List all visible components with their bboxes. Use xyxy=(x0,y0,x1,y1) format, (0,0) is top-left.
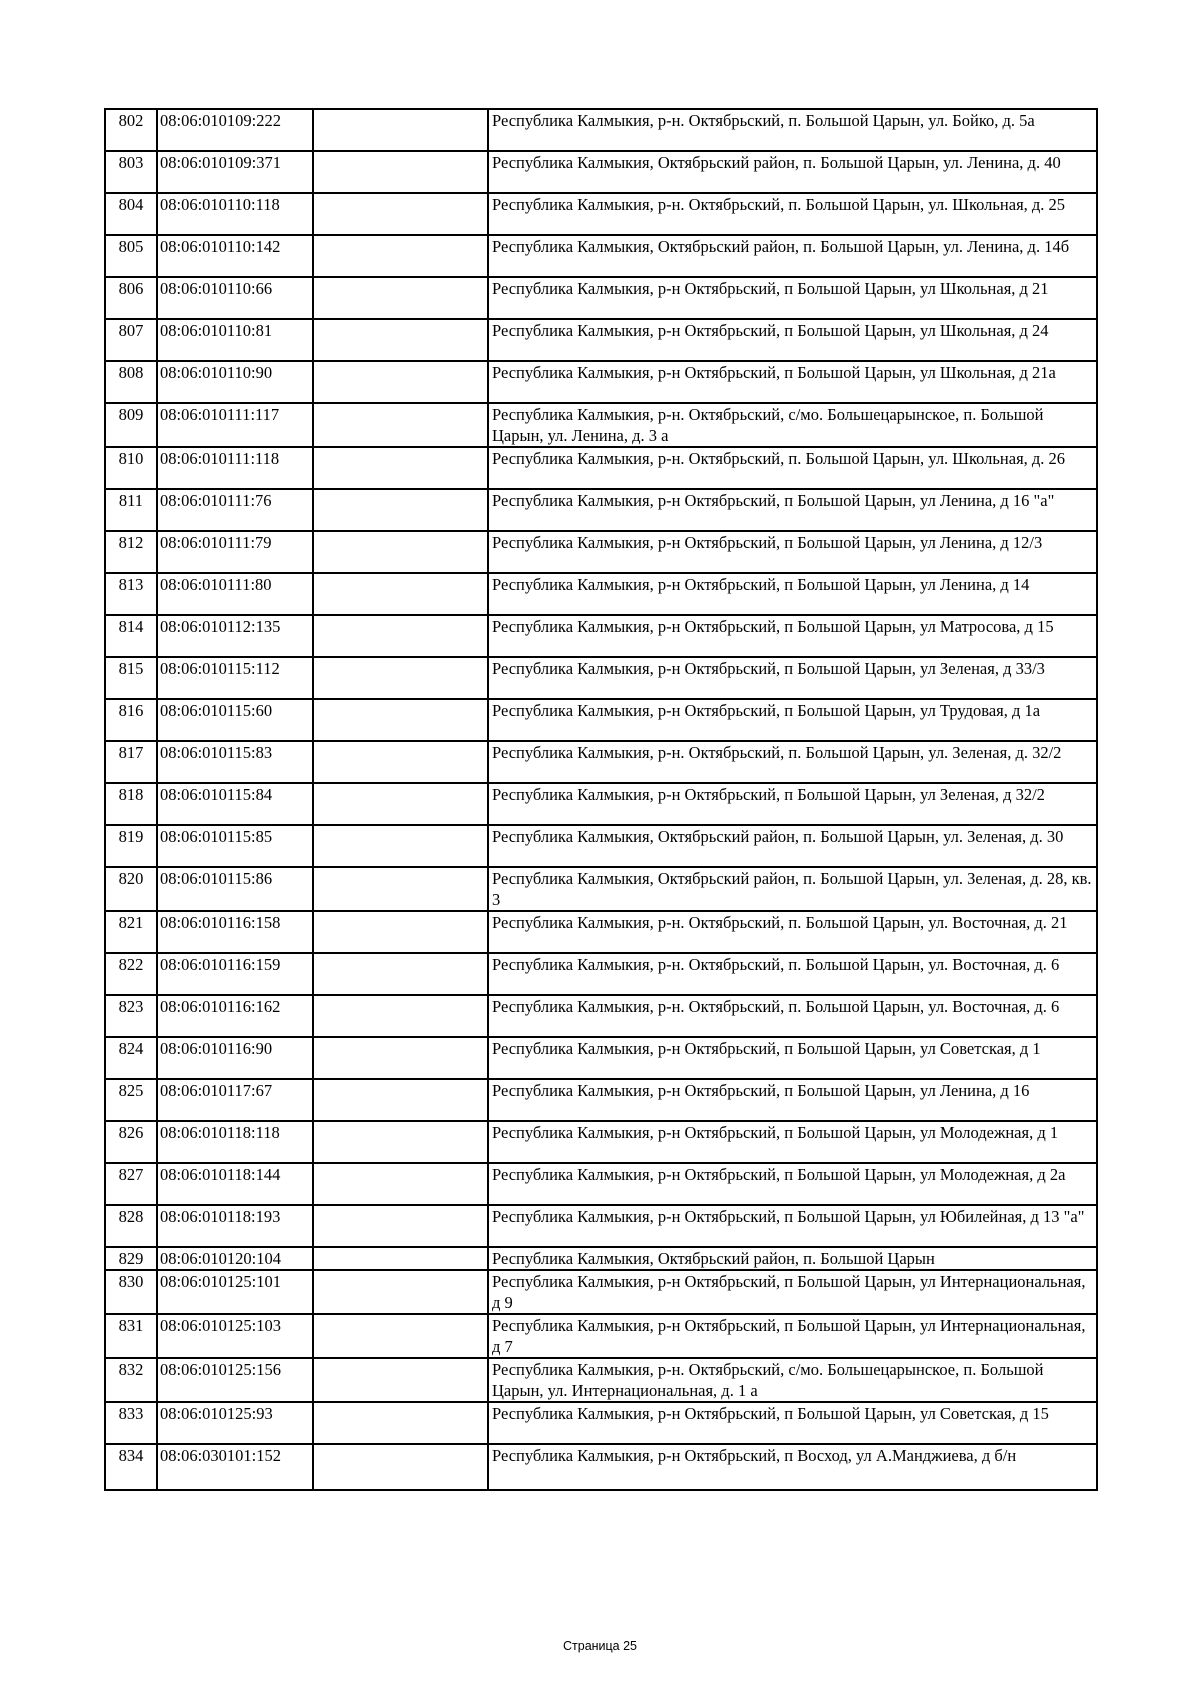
address-cell: Республика Калмыкия, Октябрьский район, п. Большой Царын, ул. Зеленая, д. 28, кв. 3 xyxy=(488,867,1097,911)
address-cell: Республика Калмыкия, р-н. Октябрьский, п. Большой Царын, ул. Восточная, д. 6 xyxy=(488,953,1097,995)
cadastral-number: 08:06:010110:81 xyxy=(157,319,313,361)
table-row xyxy=(105,277,1097,319)
address-cell: Республика Калмыкия, р-н Октябрьский, п Большой Царын, ул Ленина, д 14 xyxy=(488,573,1097,615)
table-row xyxy=(105,1121,1097,1163)
page-number: Страница 25 xyxy=(562,1639,638,1653)
table-row xyxy=(105,911,1097,953)
row-number: 817 xyxy=(105,741,157,783)
cadastral-number: 08:06:010125:103 xyxy=(157,1314,313,1358)
row-number: 813 xyxy=(105,573,157,615)
row-number: 823 xyxy=(105,995,157,1037)
table-row xyxy=(105,1314,1097,1358)
cadastral-number: 08:06:010116:162 xyxy=(157,995,313,1037)
row-number: 828 xyxy=(105,1205,157,1247)
table-row xyxy=(105,825,1097,867)
table-row xyxy=(105,615,1097,657)
cadastral-number: 08:06:010115:112 xyxy=(157,657,313,699)
table-row xyxy=(105,1247,1097,1270)
cadastral-number: 08:06:010111:118 xyxy=(157,447,313,489)
empty-cell xyxy=(313,1314,488,1358)
table-row xyxy=(105,151,1097,193)
row-number: 834 xyxy=(105,1444,157,1490)
empty-cell xyxy=(313,319,488,361)
row-number: 818 xyxy=(105,783,157,825)
address-cell: Республика Калмыкия, р-н Октябрьский, п Большой Царын, ул Ленина, д 16 xyxy=(488,1079,1097,1121)
empty-cell xyxy=(313,825,488,867)
empty-cell xyxy=(313,1121,488,1163)
cadastral-number: 08:06:010117:67 xyxy=(157,1079,313,1121)
table-row xyxy=(105,319,1097,361)
empty-cell xyxy=(313,699,488,741)
table-row xyxy=(105,1037,1097,1079)
cadastral-number: 08:06:010115:85 xyxy=(157,825,313,867)
address-cell: Республика Калмыкия, р-н Октябрьский, п Большой Царын, ул Советская, д 15 xyxy=(488,1402,1097,1444)
empty-cell xyxy=(313,615,488,657)
table-row xyxy=(105,1402,1097,1444)
empty-cell xyxy=(313,1205,488,1247)
empty-cell xyxy=(313,911,488,953)
table-row xyxy=(105,995,1097,1037)
row-number: 829 xyxy=(105,1247,157,1270)
address-cell: Республика Калмыкия, Октябрьский район, п. Большой Царын xyxy=(488,1247,1097,1270)
cadastral-number: 08:06:010110:90 xyxy=(157,361,313,403)
empty-cell xyxy=(313,531,488,573)
row-number: 822 xyxy=(105,953,157,995)
row-number: 804 xyxy=(105,193,157,235)
empty-cell xyxy=(313,867,488,911)
cadastral-number: 08:06:010120:104 xyxy=(157,1247,313,1270)
address-cell: Республика Калмыкия, р-н Октябрьский, п Большой Царын, ул Ленина, д 12/3 xyxy=(488,531,1097,573)
row-number: 832 xyxy=(105,1358,157,1402)
empty-cell xyxy=(313,489,488,531)
row-number: 811 xyxy=(105,489,157,531)
address-cell: Республика Калмыкия, р-н. Октябрьский, с/мо. Большецарынское, п. Большой Царын, ул. Интернациональная, д. 1 а xyxy=(488,1358,1097,1402)
cadastral-number: 08:06:010118:118 xyxy=(157,1121,313,1163)
address-cell: Республика Калмыкия, р-н Октябрьский, п Большой Царын, ул Молодежная, д 1 xyxy=(488,1121,1097,1163)
property-table-body xyxy=(105,109,1097,1490)
cadastral-number: 08:06:010116:159 xyxy=(157,953,313,995)
cadastral-number: 08:06:010110:118 xyxy=(157,193,313,235)
cadastral-number: 08:06:010115:84 xyxy=(157,783,313,825)
table-row xyxy=(105,531,1097,573)
row-number: 815 xyxy=(105,657,157,699)
row-number: 808 xyxy=(105,361,157,403)
empty-cell xyxy=(313,277,488,319)
cadastral-number: 08:06:010111:79 xyxy=(157,531,313,573)
table-row xyxy=(105,193,1097,235)
address-cell: Республика Калмыкия, р-н Октябрьский, п Большой Царын, ул Молодежная, д 2а xyxy=(488,1163,1097,1205)
row-number: 821 xyxy=(105,911,157,953)
cadastral-number: 08:06:010112:135 xyxy=(157,615,313,657)
empty-cell xyxy=(313,361,488,403)
address-cell: Республика Калмыкия, Октябрьский район, п. Большой Царын, ул. Зеленая, д. 30 xyxy=(488,825,1097,867)
table-row xyxy=(105,1079,1097,1121)
table-row xyxy=(105,741,1097,783)
row-number: 824 xyxy=(105,1037,157,1079)
address-cell: Республика Калмыкия, р-н. Октябрьский, п. Большой Царын, ул. Зеленая, д. 32/2 xyxy=(488,741,1097,783)
cadastral-number: 08:06:010115:86 xyxy=(157,867,313,911)
cadastral-number: 08:06:010111:117 xyxy=(157,403,313,447)
cadastral-number: 08:06:010110:142 xyxy=(157,235,313,277)
cadastral-number: 08:06:010118:144 xyxy=(157,1163,313,1205)
empty-cell xyxy=(313,447,488,489)
table-row xyxy=(105,1270,1097,1314)
property-table xyxy=(104,108,1098,1491)
row-number: 803 xyxy=(105,151,157,193)
empty-cell xyxy=(313,953,488,995)
cadastral-number: 08:06:010116:90 xyxy=(157,1037,313,1079)
empty-cell xyxy=(313,741,488,783)
empty-cell xyxy=(313,1444,488,1490)
table-row xyxy=(105,1205,1097,1247)
empty-cell xyxy=(313,1079,488,1121)
row-number: 830 xyxy=(105,1270,157,1314)
table-row xyxy=(105,867,1097,911)
empty-cell xyxy=(313,109,488,151)
empty-cell xyxy=(313,403,488,447)
empty-cell xyxy=(313,1402,488,1444)
empty-cell xyxy=(313,995,488,1037)
table-row xyxy=(105,699,1097,741)
address-cell: Республика Калмыкия, р-н Октябрьский, п Большой Царын, ул Трудовая, д 1а xyxy=(488,699,1097,741)
row-number: 816 xyxy=(105,699,157,741)
empty-cell xyxy=(313,1358,488,1402)
cadastral-number: 08:06:030101:152 xyxy=(157,1444,313,1490)
table-row xyxy=(105,783,1097,825)
table-row xyxy=(105,361,1097,403)
empty-cell xyxy=(313,573,488,615)
empty-cell xyxy=(313,193,488,235)
row-number: 805 xyxy=(105,235,157,277)
address-cell: Республика Калмыкия, р-н. Октябрьский, п. Большой Царын, ул. Школьная, д. 26 xyxy=(488,447,1097,489)
address-cell: Республика Калмыкия, р-н Октябрьский, п Большой Царын, ул Юбилейная, д 13 "а" xyxy=(488,1205,1097,1247)
cadastral-number: 08:06:010116:158 xyxy=(157,911,313,953)
address-cell: Республика Калмыкия, р-н Октябрьский, п Большой Царын, ул Интернациональная, д 9 xyxy=(488,1270,1097,1314)
address-cell: Республика Калмыкия, р-н Октябрьский, п Большой Царын, ул Школьная, д 24 xyxy=(488,319,1097,361)
table-row xyxy=(105,657,1097,699)
cadastral-number: 08:06:010110:66 xyxy=(157,277,313,319)
cadastral-number: 08:06:010125:101 xyxy=(157,1270,313,1314)
table-row xyxy=(105,1444,1097,1490)
address-cell: Республика Калмыкия, р-н. Октябрьский, п. Большой Царын, ул. Восточная, д. 21 xyxy=(488,911,1097,953)
table-row xyxy=(105,953,1097,995)
address-cell: Республика Калмыкия, р-н Октябрьский, п Большой Царын, ул Зеленая, д 32/2 xyxy=(488,783,1097,825)
empty-cell xyxy=(313,1270,488,1314)
table-row xyxy=(105,403,1097,447)
row-number: 812 xyxy=(105,531,157,573)
row-number: 806 xyxy=(105,277,157,319)
address-cell: Республика Калмыкия, р-н. Октябрьский, п. Большой Царын, ул. Школьная, д. 25 xyxy=(488,193,1097,235)
row-number: 802 xyxy=(105,109,157,151)
row-number: 833 xyxy=(105,1402,157,1444)
cadastral-number: 08:06:010109:371 xyxy=(157,151,313,193)
address-cell: Республика Калмыкия, р-н Октябрьский, п Большой Царын, ул Зеленая, д 33/3 xyxy=(488,657,1097,699)
table-row xyxy=(105,1163,1097,1205)
empty-cell xyxy=(313,1247,488,1270)
address-cell: Республика Калмыкия, р-н Октябрьский, п Большой Царын, ул Советская, д 1 xyxy=(488,1037,1097,1079)
row-number: 825 xyxy=(105,1079,157,1121)
cadastral-number: 08:06:010125:156 xyxy=(157,1358,313,1402)
address-cell: Республика Калмыкия, р-н Октябрьский, п Большой Царын, ул Школьная, д 21 xyxy=(488,277,1097,319)
cadastral-number: 08:06:010118:193 xyxy=(157,1205,313,1247)
table-row xyxy=(105,235,1097,277)
row-number: 807 xyxy=(105,319,157,361)
row-number: 831 xyxy=(105,1314,157,1358)
table-row xyxy=(105,109,1097,151)
row-number: 819 xyxy=(105,825,157,867)
address-cell: Республика Калмыкия, р-н Октябрьский, п Большой Царын, ул Интернациональная, д 7 xyxy=(488,1314,1097,1358)
table-row xyxy=(105,573,1097,615)
table-row xyxy=(105,489,1097,531)
row-number: 809 xyxy=(105,403,157,447)
empty-cell xyxy=(313,783,488,825)
empty-cell xyxy=(313,1037,488,1079)
cadastral-number: 08:06:010111:76 xyxy=(157,489,313,531)
row-number: 826 xyxy=(105,1121,157,1163)
address-cell: Республика Калмыкия, р-н. Октябрьский, с/мо. Большецарынское, п. Большой Царын, ул. Ленина, д. 3 а xyxy=(488,403,1097,447)
empty-cell xyxy=(313,235,488,277)
address-cell: Республика Калмыкия, р-н. Октябрьский, п. Большой Царын, ул. Бойко, д. 5а xyxy=(488,109,1097,151)
row-number: 814 xyxy=(105,615,157,657)
address-cell: Республика Калмыкия, р-н Октябрьский, п Большой Царын, ул Школьная, д 21а xyxy=(488,361,1097,403)
row-number: 820 xyxy=(105,867,157,911)
table-row xyxy=(105,447,1097,489)
empty-cell xyxy=(313,151,488,193)
row-number: 810 xyxy=(105,447,157,489)
empty-cell xyxy=(313,657,488,699)
row-number: 827 xyxy=(105,1163,157,1205)
address-cell: Республика Калмыкия, р-н Октябрьский, п Восход, ул А.Манджиева, д б/н xyxy=(488,1444,1097,1490)
address-cell: Республика Калмыкия, Октябрьский район, п. Большой Царын, ул. Ленина, д. 14б xyxy=(488,235,1097,277)
table-row xyxy=(105,1358,1097,1402)
address-cell: Республика Калмыкия, Октябрьский район, п. Большой Царын, ул. Ленина, д. 40 xyxy=(488,151,1097,193)
cadastral-number: 08:06:010125:93 xyxy=(157,1402,313,1444)
cadastral-number: 08:06:010109:222 xyxy=(157,109,313,151)
address-cell: Республика Калмыкия, р-н Октябрьский, п Большой Царын, ул Ленина, д 16 "а" xyxy=(488,489,1097,531)
cadastral-number: 08:06:010115:83 xyxy=(157,741,313,783)
cadastral-number: 08:06:010111:80 xyxy=(157,573,313,615)
cadastral-number: 08:06:010115:60 xyxy=(157,699,313,741)
address-cell: Республика Калмыкия, р-н Октябрьский, п Большой Царын, ул Матросова, д 15 xyxy=(488,615,1097,657)
empty-cell xyxy=(313,1163,488,1205)
address-cell: Республика Калмыкия, р-н. Октябрьский, п. Большой Царын, ул. Восточная, д. 6 xyxy=(488,995,1097,1037)
